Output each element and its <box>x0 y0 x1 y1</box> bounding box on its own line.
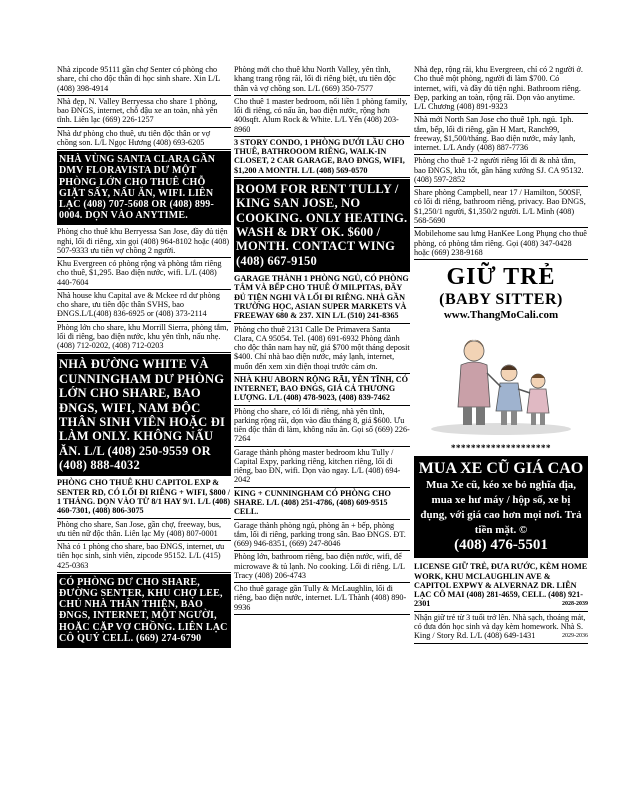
classified-ad: Phòng cho share, San Jose, gần chợ, freeway, bus, ưu tiên nữ độc thân. Liên lạc My (408) 807-0001 <box>57 519 231 542</box>
classified-ad: Phòng lớn cho share, khu Morrill Sierra, phòng tắm, lối đi riêng, bao điện nước, khu yên tĩnh, nấu nhẹ. (408) 712-0202, (408) 712-0203 <box>57 322 231 354</box>
car-buying-ad <box>414 456 588 558</box>
classified-ad: Phòng cho thuê 2131 Calle De Primavera Santa Clara, CA 95054. Tel. (408) 691-6932 Phòng dành cho độc thân nam hay nữ, giá $700 một tháng deposit $400. Chỉ nhà bao điện nước, máy lạnh, internet, muốn đến xem xin điện thoại trước cảm ơn. <box>234 324 410 374</box>
classified-ad: Phòng cho thuê 1-2 người riêng lối đi & nhà tắm, bao ĐNGS, khu tốt, gần hãng xưởng SJ. CA 95132. (408) 597-2852 <box>414 155 588 187</box>
classified-ad: Nhà house khu Capital ave & Mckee rd dư phòng cho share, ưu tiên độc thân SVHS, bao ĐNGS.L/L(408) 836-6925 or (408) 373-2114 <box>57 290 231 322</box>
classified-ad: PHÒNG CHO THUÊ KHU CAPITOL EXP & SENTER RD, CÓ LỐI ĐI RIÊNG + WIFI, $800 / 1 THÁNG. DỌN VÀO TỪ 8/1 HAY 9/1. L/L (408) 460-7301, (408) 806-3075 <box>57 477 231 518</box>
classified-ad: Cho thuê 1 master bedroom, nối liền 1 phòng family, lối đi riêng, có nấu ăn, bao điện nước, rộng hơn 400sqft. Alum Rock & White. L/L Yến (408) 203-8960 <box>234 96 410 137</box>
children-icon <box>414 325 588 437</box>
classified-ad: Phòng lớn, bathroom riêng, bao điện nước, wifi, để microwave & tủ lạnh. No cooking. Lối đi riêng. L/L Tracy (408) 206-4743 <box>234 551 410 583</box>
classified-ad: Garage thành phòng master bedroom khu Tully / Capital Expy, parking riêng, kitchen riêng, lối đi riêng, bao ĐN, wifi. Dọn vào ngay. L/L (408) 694-2042 <box>234 447 410 488</box>
car-ad-phone[interactable]: (408) 476-5501 <box>454 537 548 554</box>
nanny-ad <box>414 612 588 644</box>
column-2 <box>234 64 410 615</box>
classified-ad: NHÀ VÙNG SANTA CLARA GẦN DMV FLORAVISTA DƯ MỘT PHÒNG LỚN CHO THUÊ CHỖ GIẶT SẤY, NẤU ĂN, WIFI. LIÊN LẠC (408) 707-5608 OR (408) 899-0004. DỌN VÀO ANYTIME. <box>57 151 231 225</box>
classified-ad: ROOM FOR RENT TULLY / KING SAN JOSE, NO COOKING. ONLY HEATING. WASH & DRY OK. $600 / MONTH. CONTACT WING (408) 667-9150 <box>234 179 410 272</box>
classified-ad: NHÀ KHU ABORN RỘNG RÃI, YÊN TĨNH, CÓ INTERNET, BAO ĐNGS, GIÁ CẢ THƯƠNG LƯỢNG. L/L (408) 478-9023, (408) 839-7462 <box>234 374 410 406</box>
babysitter-title: GIỮ TRẺ <box>446 264 556 291</box>
classified-ad: Nhà đẹp, rộng rãi, khu Evergreen, chỉ có 2 người ở. Cho thuê một phòng, người đi làm $700. Có internet, wifi, và đầy đủ tiện nghi. Bathroom riêng. Đẹp, parking an toàn, rộng rãi. Dọn vào anytime. L/L Chương (408) 891-9323 <box>414 64 588 114</box>
ad-code: 2029-2036 <box>562 633 588 640</box>
classified-ad: Garage thành phòng ngủ, phòng ăn + bếp, phòng tắm, lối đi riêng, parking trong sân. Bao ĐNGS. ĐT. (669) 946-8351, (669) 247-8046 <box>234 520 410 552</box>
children-illustration <box>414 325 588 437</box>
license-childcare-ad <box>414 561 588 611</box>
babysitter-subtitle: (BABY SITTER) <box>439 291 563 309</box>
classified-ad: GARAGE THÀNH 1 PHÒNG NGỦ, CÓ PHÒNG TẮM VÀ BẾP CHO THUÊ Ở MILPITAS, ĐẦY ĐỦ TIỆN NGHI VÀ LỐI ĐI RIÊNG. NHÀ GẦN TRƯỜNG HỌC, ASIAN SUPER MARKETS VÀ FREEWAY 680 & 237. XIN L/L (510) 241-8365 <box>234 273 410 323</box>
column-3-ads <box>414 64 588 260</box>
website-link[interactable]: www.ThangMoCali.com <box>443 309 559 322</box>
classified-ad: Nhà dư phòng cho thuê, ưu tiên độc thân or vợ chồng son. L/L Ngọc Hương (408) 693-6205 <box>57 128 231 151</box>
classified-ad: NHÀ ĐƯỜNG WHITE VÀ CUNNINGHAM DƯ PHÒNG LỚN CHO SHARE, BAO ĐNGS, WIFI, NAM ĐỘC THÂN SINH VIÊN HOẶC ĐI LÀM ONLY. KHÔNG NẤU ĂN. L/L (408) 250-9559 OR (408) 888-4032 <box>57 354 231 476</box>
classified-ad: Nhà đẹp, N. Valley Berryessa cho share 1 phòng, bao ĐNGS, internet, chỗ đậu xe an toàn, nhà yên tĩnh. Liên lạc (669) 226-1257 <box>57 96 231 128</box>
classified-ad: Nhà mới North San Jose cho thuê 1ph. ngủ. 1ph. tắm, bếp, lối đi riêng, gần H Mart, Ranch99, freeway, $1,500/tháng. Bao điện nước, máy lạnh, internet. L/L Andy (408) 887-7736 <box>414 114 588 155</box>
babysitter-banner <box>414 260 588 323</box>
divider-stars: ******************** <box>451 443 551 454</box>
classified-ad: Phòng cho share, có lối đi riêng, nhà yên tĩnh, parking rộng rãi, dọn vào đầu tháng 8, giá $600. Ưu tiên độc thân đi làm, không nấu ăn. Gọi số (669) 226-7264 <box>234 406 410 447</box>
ad-code: 2028-2039 <box>562 601 588 608</box>
car-ad-body: Mua Xe cũ, kéo xe bỏ nghĩa địa, mua xe hư máy / hộp số, xe bị đụng, với giá cao hơn mọi nơi. Trả tiền mặt. © <box>420 479 582 536</box>
car-ad-heading: MUA XE CŨ GIÁ CAO <box>418 460 584 478</box>
classified-ad: Phòng cho thuê khu Berryessa San Jose, đầy đủ tiện nghi, lối đi riêng, xin gọi (408) 964-8102 hoặc (408) 507-9333 ưu tiên vợ chồng 2 người. <box>57 226 231 258</box>
classified-ad: Mobilehome sau lưng HanKee Long Phụng cho thuê phòng, có phòng tắm riêng. Gọi (408) 347-0428 hoặc (669) 238-9168 <box>414 228 588 260</box>
classified-ad: CÓ PHÒNG DƯ CHO SHARE, ĐƯỜNG SENTER, KHU CHỢ LEE, CHỦ NHÀ THÂN THIỆN, BAO ĐNGS, INTERNET, MỘT NGƯỜI, HOẶC CẶP VỢ CHỒNG. LIÊN LẠC CÔ QUÝ CELL. (669) 274-6790 <box>57 574 231 648</box>
classified-ad: Share phòng Campbell, near 17 / Hamilton, 500SF, có lối đi riêng, bathroom riêng, privacy. Bao ĐNGS, $1,250/1 người, $1,350/2 người. L/L Minh (408) 568-5690 <box>414 187 588 228</box>
classified-ad: Cho thuê garage gần Tully & McLaughlin, lối đi riêng, bao điện nước, internet. L/L Thành (408) 890-9936 <box>234 583 410 615</box>
classified-ad: Phòng mới cho thuê khu North Valley, yên tĩnh, khang trang rộng rãi, lối đi riêng biệt, ưu tiên độc thân và vợ chồng son. L/L (669) 350-7577 <box>234 64 410 96</box>
column-1 <box>57 64 231 649</box>
nanny-ad-text: Nhận giữ trẻ từ 3 tuổi trở lên. Nhà sạch, thoáng mát, có đưa đón học sinh và dạy kèm homework. Nhà S. King / Story Rd. L/L (408) 649-1431 <box>414 612 586 641</box>
classified-ad: Khu Evergreen có phòng rộng và phòng tắm riêng cho thuê, $1,295. Bao điện nước, wifi. L/L (408) 440-7604 <box>57 258 231 290</box>
classified-ad: 3 STORY CONDO, 1 PHÒNG DƯỚI LẦU CHO THUÊ, BATHROOOM RIÊNG, WALK-IN CLOSET, 2 CAR GARAGE, BAO ĐNGS, WIFI, $1,200 A MONTH. L/L (408) 569-0570 <box>234 137 410 178</box>
classified-ad: Nhà zipcode 95111 gần chợ Senter có phòng cho share, chỉ cho độc thân đi học sinh share. Xin L/L (408) 398-4914 <box>57 64 231 96</box>
column-3 <box>414 64 588 644</box>
classified-ad: KING + CUNNINGHAM CÓ PHÒNG CHO SHARE. L/L (408) 251-4786, (408) 609-9515 CELL. <box>234 488 410 520</box>
classified-ad: Nhà có 1 phòng cho share, bao ĐNGS, internet, ưu tiên học sinh, sinh viên, zipcode 95152. L/L (415) 425-0363 <box>57 541 231 573</box>
license-ad-text: LICENSE GIỮ TRẺ, ĐƯA RƯỚC, KÈM HOME WORK, KHU MCLAUGHLIN AVE & CAPITOL EXPWY & ALVERNAZ DR. LIÊN LẠC CÔ MAI (408) 281-4659, CELL. (408) 921-2301 <box>414 562 588 609</box>
